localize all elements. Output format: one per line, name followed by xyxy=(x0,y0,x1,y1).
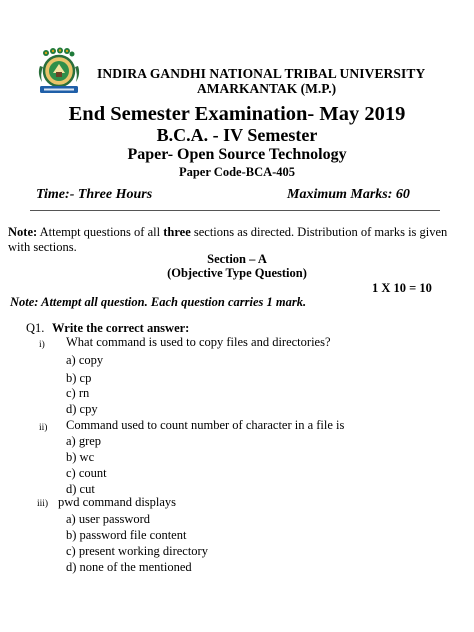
question-number: Q1. xyxy=(26,321,45,335)
option: a) grep xyxy=(66,434,102,448)
paper-code: Paper Code-BCA-405 xyxy=(178,165,296,179)
exam-title: End Semester Examination- May 2019 xyxy=(68,103,406,125)
subquestion-text: Command used to count number of character in a file is xyxy=(66,418,345,432)
option: b) wc xyxy=(66,450,95,464)
section-title: Section – A xyxy=(207,252,267,266)
option: a) user password xyxy=(66,512,151,526)
note-label: Note: xyxy=(8,225,38,239)
maximum-marks: Maximum Marks: 60 xyxy=(287,187,410,202)
header-divider xyxy=(30,210,440,211)
question-title: Write the correct answer: xyxy=(52,321,190,335)
section-note: Note: Attempt all question. Each question carries 1 mark. xyxy=(10,295,307,309)
university-logo xyxy=(34,46,82,96)
subquestion-numeral: iii) xyxy=(37,499,49,509)
option: d) none of the mentioned xyxy=(66,560,192,574)
semester-title: B.C.A. - IV Semester xyxy=(156,125,318,145)
option: a) copy xyxy=(66,353,104,367)
university-location: AMARKANTAK (M.P.) xyxy=(197,81,337,96)
option: d) cpy xyxy=(66,402,98,416)
subquestion-numeral: i) xyxy=(39,340,45,350)
paper-title: Paper- Open Source Technology xyxy=(127,146,347,163)
option: b) password file content xyxy=(66,528,187,542)
note-text-2: sections as directed. Distribution of marks is given with sections. xyxy=(8,225,448,254)
marks-scheme: 1 X 10 = 10 xyxy=(372,281,432,295)
general-note xyxy=(8,225,468,255)
option: d) cut xyxy=(66,482,95,496)
exam-duration: Time:- Three Hours xyxy=(36,187,153,202)
subquestion-numeral: ii) xyxy=(39,423,48,433)
subquestion-text: pwd command displays xyxy=(58,495,177,509)
option: c) rn xyxy=(66,386,90,400)
section-type: (Objective Type Question) xyxy=(167,266,307,280)
option: b) cp xyxy=(66,371,92,385)
option: c) present working directory xyxy=(66,544,208,558)
note-text-1: Attempt questions of all xyxy=(37,225,164,239)
university-name: INDIRA GANDHI NATIONAL TRIBAL UNIVERSITY xyxy=(97,66,426,81)
subquestion-text: What command is used to copy files and directories? xyxy=(66,335,331,349)
option: c) count xyxy=(66,466,107,480)
note-bold-word: three xyxy=(163,225,191,239)
